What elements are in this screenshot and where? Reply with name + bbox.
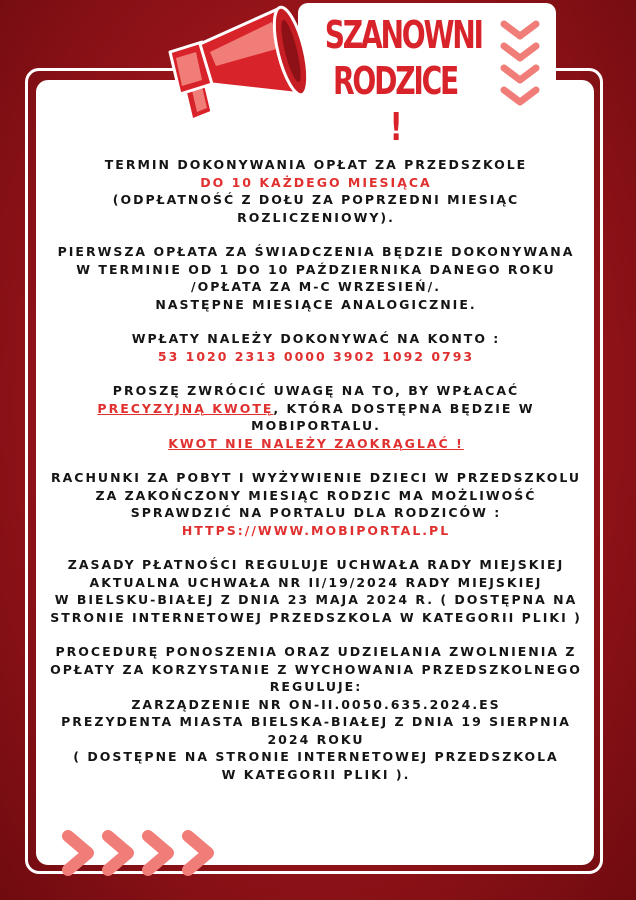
text-line: ZARZĄDZENIE NR ON-II.0050.635.2024.ES <box>131 696 501 712</box>
megaphone-icon <box>162 0 322 130</box>
exact-amount-section <box>40 382 592 452</box>
text-line: REGULUJE: <box>269 679 363 694</box>
no-rounding-warning: KWOT NIE NALEŻY ZAOKRĄGLAĆ ! <box>168 435 464 451</box>
chevrons-down-icon <box>498 16 542 112</box>
mobiportal-link[interactable]: HTTPS://WWW.MOBIPORTAL.PL <box>181 522 451 538</box>
text-line: ROZLICZENIOWY). <box>237 209 395 225</box>
text-line: /OPŁATA ZA M-C WRZESIEŃ/. <box>191 279 441 294</box>
text-line: NASTĘPNE MIESIĄCE ANALOGICZNIE. <box>155 296 477 312</box>
text-line: ZASADY PŁATNOŚCI REGULUJE UCHWAŁA RADY MIEJSKIEJ <box>67 557 565 572</box>
page-title <box>324 12 482 150</box>
text-line: ( DOSTĘPNE NA STRONIE INTERNETOWEJ PRZEDSZKOLA <box>73 749 559 764</box>
first-payment-section <box>40 243 592 313</box>
payment-rules-section <box>40 556 592 626</box>
text-line: MOBIPORTALU. <box>251 418 381 433</box>
text-line-mixed <box>40 400 592 418</box>
text-fragment: , KTÓRA DOSTĘPNA BĘDZIE W <box>273 400 535 416</box>
title-line-2: RODZICE ! <box>332 59 458 149</box>
exemption-procedure-section <box>40 643 592 783</box>
text-line: PROCEDURĘ PONOSZENIA ORAZ UDZIELANIA ZWOLNIENIA Z <box>55 644 577 659</box>
text-line: PREZYDENTA MIASTA BIELSKA-BIAŁEJ Z DNIA 19 SIERPNIA <box>61 714 571 729</box>
deadline-highlight: DO 10 KAŻDEGO MIESIĄCA <box>200 174 432 190</box>
exact-amount-highlight: PRECYZYJNĄ KWOTĘ <box>97 400 274 416</box>
text-line: WPŁATY NALEŻY DOKONYWAĆ NA KONTO : <box>131 331 501 346</box>
text-line: OPŁATY ZA KORZYSTANIE Z WYCHOWANIA PRZEDSZKOLNEGO <box>50 661 582 677</box>
text-line: W TERMINIE OD 1 DO 10 PAŹDZIERNIKA DANEGO ROKU <box>76 261 556 277</box>
text-line: (ODPŁATNOŚĆ Z DOŁU ZA POPRZEDNI MIESIĄC <box>112 192 520 207</box>
payment-deadline-section <box>40 156 592 226</box>
text-line: RACHUNKI ZA POBYT I WYŻYWIENIE DZIECI W PRZEDSZKOLU <box>50 470 582 485</box>
text-line: AKTUALNA UCHWAŁA NR II/19/2024 RADY MIEJSKIEJ <box>89 574 543 590</box>
text-line: PIERWSZA OPŁATA ZA ŚWIADCZENIA BĘDZIE DOKONYWANA <box>57 244 575 259</box>
bills-section <box>40 469 592 539</box>
bank-account-section <box>40 330 592 365</box>
chevrons-right-icon <box>56 828 226 878</box>
text-line: TERMIN DOKONYWANIA OPŁAT ZA PRZEDSZKOLE <box>104 157 528 172</box>
text-line: SPRAWDZIĆ NA PORTALU DLA RODZICÓW : <box>130 505 502 520</box>
text-line: 2024 ROKU <box>267 731 365 747</box>
title-line-1: SZANOWNI <box>324 13 482 57</box>
text-line: W BIELSKU-BIAŁEJ Z DNIA 23 MAJA 2024 R. ( DOSTĘPNA NA <box>54 592 578 607</box>
text-line: PROSZĘ ZWRÓCIĆ UWAGĘ NA TO, BY WPŁACAĆ <box>112 383 520 398</box>
text-line: W KATEGORII PLIKI ). <box>221 766 411 782</box>
text-line: STRONIE INTERNETOWEJ PRZEDSZKOLA W KATEGORII PLIKI ) <box>50 609 582 625</box>
main-content <box>40 156 592 800</box>
text-line: ZA ZAKOŃCZONY MIESIĄC RODZIC MA MOŻLIWOŚĆ <box>95 487 537 503</box>
bank-account-number: 53 1020 2313 0000 3902 1092 0793 <box>157 348 475 364</box>
